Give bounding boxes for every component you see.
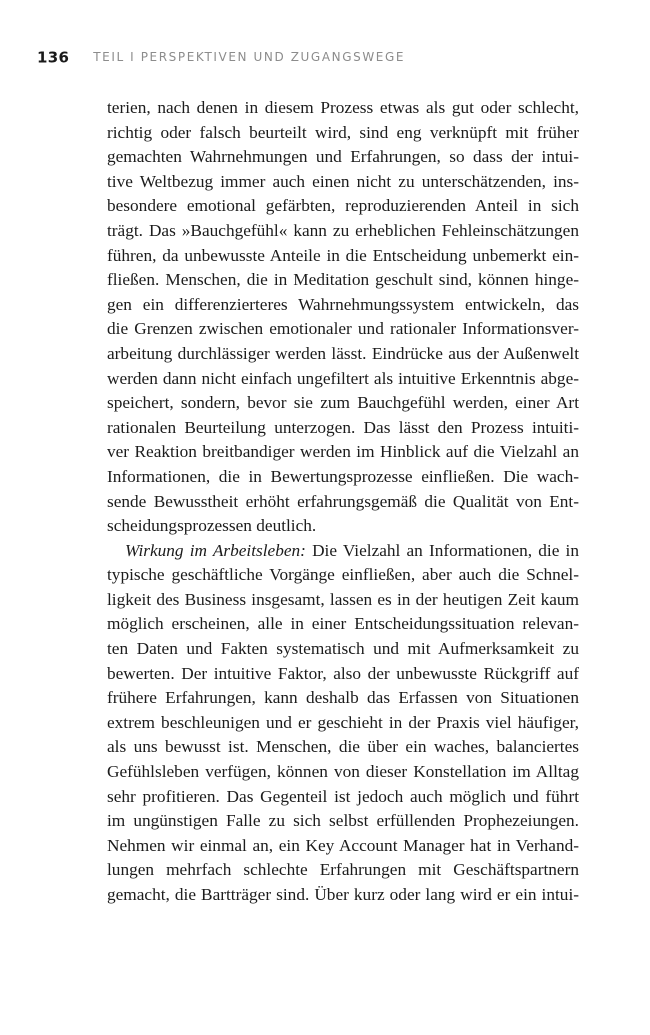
section-lead-in: Wirkung im Arbeitsleben: (125, 540, 306, 560)
text-line: ligkeit des Business insgesamt, lassen es in der heutigen Zeit kaum (107, 589, 579, 609)
text-line: die Grenzen zwischen emotionaler und rationaler Informationsver- (107, 319, 579, 339)
text-line: im ungünstigen Falle zu sich selbst erfüllenden Prophezeiungen. (107, 811, 579, 831)
text-line: frühere Erfahrungen, kann deshalb das Erfassen von Situationen (107, 688, 579, 708)
text-line: richtig oder falsch beurteilt wird, sind eng verknüpft mit früher (107, 122, 579, 142)
text-line: sehr profitieren. Das Gegenteil ist jedoch auch möglich und führt (107, 786, 579, 806)
text-line: als uns bewusst ist. Menschen, die über ein waches, balanciertes (107, 737, 579, 757)
text-line: tive Weltbezug immer auch einen nicht zu unterschätzenden, ins- (107, 171, 579, 191)
text-line: Informationen, die in Bewertungsprozesse einfließen. Die wach- (107, 466, 579, 486)
text-line: bewerten. Der intuitive Faktor, also der unbewusste Rückgriff auf (107, 663, 579, 683)
page-number: 136 (37, 48, 70, 67)
text-line: arbeitung durchlässiger werden lässt. Eindrücke aus der Außenwelt (107, 343, 579, 363)
text-line: fließen. Menschen, die in Meditation geschult sind, können hinge- (107, 270, 579, 290)
text-line: scheidungsprozessen deutlich. (107, 516, 317, 536)
text-line: gemacht, die Bartträger sind. Über kurz oder lang wird er ein intui- (107, 885, 579, 904)
first-line-rest: Die Vielzahl an Informationen, die in (305, 540, 579, 560)
running-head (37, 48, 620, 68)
text-line: Gefühlsleben verfügen, können von dieser Konstellation im Alltag (107, 762, 579, 782)
text-line: gen ein differenzierteres Wahrnehmungssystem entwickeln, das (107, 294, 579, 314)
text-line: werden dann nicht einfach ungefiltert als intuitive Erkenntnis abge- (107, 368, 579, 388)
text-line: terien, nach denen in diesem Prozess etwas als gut oder schlecht, (107, 98, 579, 117)
text-line: speichert, sondern, bevor sie zum Bauchgefühl werden, einer Art (107, 393, 579, 413)
text-line: möglich erscheinen, alle in einer Entscheidungssituation relevan- (107, 614, 579, 634)
paragraph-2 (107, 539, 579, 908)
text-line: extrem beschleunigen und er geschieht in der Praxis viel häufiger, (107, 712, 579, 732)
running-head-title: TEIL I PERSPEKTIVEN UND ZUGANGSWEGE (93, 50, 406, 65)
text-line: Nehmen wir einmal an, ein Key Account Manager hat in Verhand- (107, 835, 579, 855)
text-line-first (107, 539, 579, 564)
text-line: führen, da unbewusste Anteile in die Entscheidung unbemerkt ein- (107, 245, 579, 265)
text-line: sende Bewusstheit erhöht erfahrungsgemäß die Qualität von Ent- (107, 491, 579, 511)
text-line: rationalen Beurteilung unterzogen. Das lässt den Prozess intuiti- (107, 417, 579, 437)
text-line: ver Reaktion breitbandiger werden im Hinblick auf die Vielzahl an (107, 442, 579, 462)
text-line: trägt. Das »Bauchgefühl« kann zu erheblichen Fehleinschätzungen (107, 220, 579, 240)
text-line: ten Daten und Fakten systematisch und mit Aufmerksamkeit zu (107, 639, 579, 659)
body-text (107, 96, 579, 908)
text-line: lungen mehrfach schlechte Erfahrungen mit Geschäftspartnern (107, 860, 579, 880)
text-line: besondere emotional gefärbten, reproduzierenden Anteil in sich (107, 196, 579, 216)
text-line: gemachten Wahrnehmungen und Erfahrungen, so dass der intui- (107, 147, 579, 167)
paragraph-1 (107, 96, 579, 539)
text-line: typische geschäftliche Vorgänge einfließen, aber auch die Schnel- (107, 565, 579, 585)
